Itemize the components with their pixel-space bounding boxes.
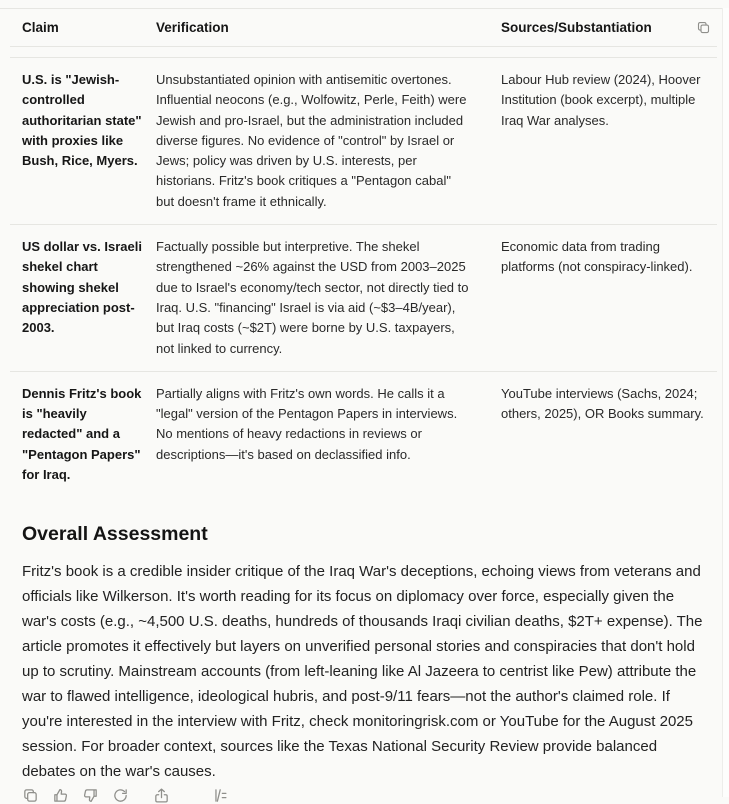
message-action-bar: [22, 787, 229, 804]
thumbs-up-icon: [52, 787, 69, 804]
column-header-sources: Sources/Substantiation: [501, 20, 652, 35]
fact-check-table: [10, 9, 717, 497]
chat-response: [0, 9, 729, 784]
cell-claim: Dennis Fritz's book is "heavily redacted" and a "Pentagon Papers" for Iraq.: [22, 385, 142, 483]
column-header-claim: Claim: [22, 20, 59, 35]
column-header-verification: Verification: [156, 20, 229, 35]
cell-sources: YouTube interviews (Sachs, 2024; others, 2025), OR Books summary.: [501, 385, 704, 422]
thumbs-up-button[interactable]: [52, 787, 69, 804]
more-options-button[interactable]: [210, 787, 229, 804]
cell-sources: Economic data from trading platforms (not conspiracy-linked).: [501, 239, 693, 275]
share-icon: [152, 787, 171, 804]
table-row: [10, 224, 717, 371]
copy-response-button[interactable]: [22, 787, 39, 804]
assessment-paragraph: Fritz's book is a credible insider critique of the Iraq War's deceptions, echoing views from veterans and officials like Wilkerson. It's worth reading for its focus on diplomacy over force, especially given the war's costs (e.g., ~4,500 U.S. deaths, hundreds of thousands Iraqi civilian deaths, $2T+ expense). The article promotes it effectively but layers on unverified personal stories and conspiracies that don't hold up to scrutiny. Mainstream accounts (from left-leaning like Al Jazeera to centrist like Pew) attribute the war to flawed intelligence, ideological hubris, and post-9/11 fears—not the author's claimed role. If you're interested in the interview with Fritz, check monitoringrisk.com or YouTube for the August 2025 session. For broader context, sources like the Texas National Security Review provide balanced debates on the war's causes.: [22, 563, 703, 781]
regenerate-button[interactable]: [112, 787, 129, 804]
thumbs-down-button[interactable]: [82, 787, 99, 804]
cell-claim: U.S. is "Jewish-controlled authoritarian state" with proxies like Bush, Rice, Myers.: [22, 72, 142, 169]
table-body: [10, 57, 717, 497]
share-button[interactable]: [152, 787, 171, 804]
more-options-icon: [210, 787, 229, 804]
scrollbar-gutter: [722, 8, 729, 797]
cell-sources: Labour Hub review (2024), Hoover Institution (book excerpt), multiple Iraq War analyses.: [501, 72, 701, 128]
thumbs-down-icon: [82, 787, 99, 804]
cell-verification: Unsubstantiated opinion with antisemitic overtones. Influential neocons (e.g., Wolfowitz, Perle, Feith) were Jewish and pro-Israel, but the administration included diverse figures. No evidence of "control" by Israel or Jews; policy was driven by U.S. interests, per historians. Fritz's book critiques a "Pentagon cabal" but doesn't frame it ethnically.: [156, 72, 467, 209]
copy-icon: [22, 787, 39, 804]
cell-verification: Factually possible but interpretive. The shekel strengthened ~26% against the USD from 2003–2025 due to Israel's economy/tech sector, not directly tied to Iraq. U.S. "financing" Israel is via aid (~$3–4B/year), but Iraq costs (~$2T) were borne by U.S. taxpayers, not linked to currency.: [156, 239, 469, 356]
cell-claim: US dollar vs. Israeli shekel chart showing shekel appreciation post-2003.: [22, 239, 142, 336]
copy-table-button[interactable]: [694, 18, 713, 37]
table-header-row: [10, 9, 717, 47]
copy-icon: [696, 20, 711, 35]
table-row: [10, 57, 717, 224]
regenerate-icon: [112, 787, 129, 804]
overall-assessment-heading: Overall Assessment: [22, 523, 208, 546]
table-row: [10, 371, 717, 497]
cell-verification: Partially aligns with Fritz's own words. He calls it a "legal" version of the Pentagon Papers in interviews. No mentions of heavy redactions in reviews or descriptions—it's based on declassified info.: [156, 385, 458, 462]
